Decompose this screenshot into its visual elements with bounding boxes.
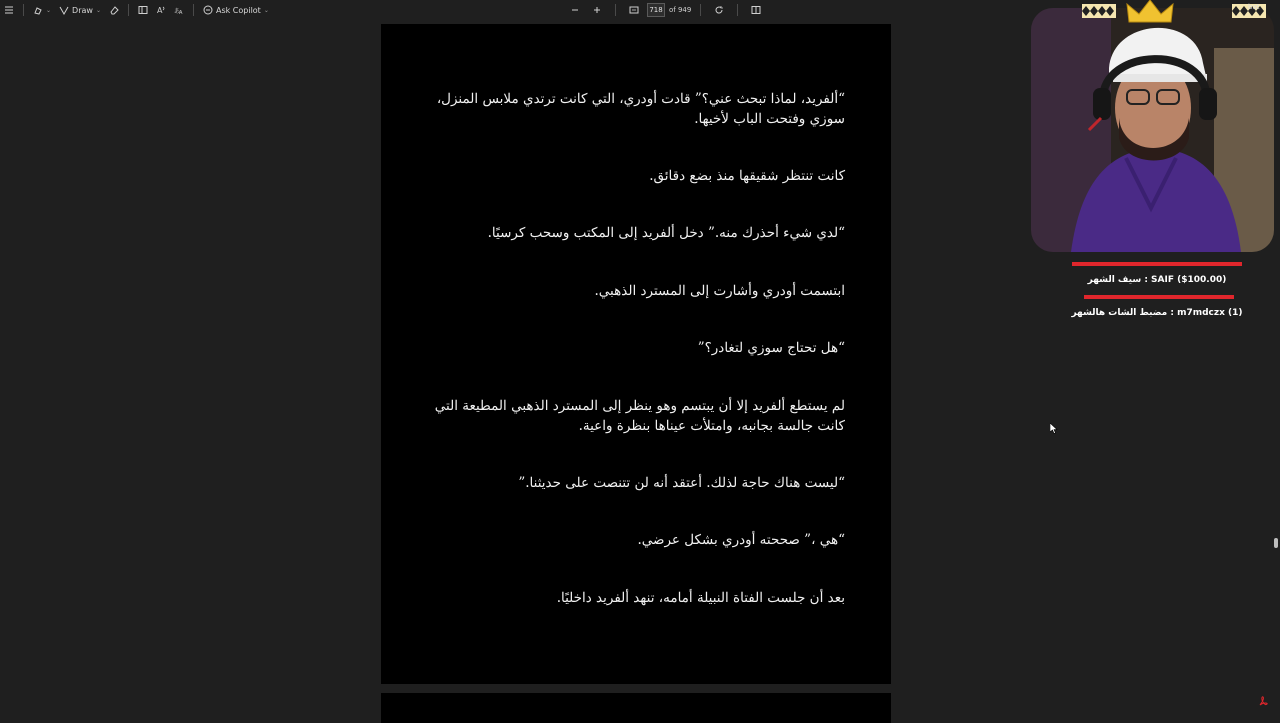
chevron-down-icon[interactable]: ⌄ (263, 6, 269, 14)
svg-text:A: A (156, 6, 163, 15)
chat-line: مضبط الشات هالشهر : m7mdczx (1) (1071, 308, 1243, 318)
scrollbar-thumb[interactable] (1274, 538, 1278, 548)
draw-button[interactable] (55, 2, 105, 18)
paragraph: كانت تنتظر شقيقها منذ بضع دقائق. (649, 168, 845, 184)
webcam-feed (1031, 8, 1274, 252)
read-aloud-button[interactable] (152, 2, 170, 18)
copilot-icon (203, 5, 213, 15)
paragraph: “لدي شيء أحذرك منه.” دخل ألفريد إلى المكتب وسحب كرسيًا. (487, 225, 845, 241)
crown-icon (1125, 0, 1175, 24)
toolbar-divider (615, 4, 616, 16)
paragraph: “ليست هناك حاجة لذلك. أعتقد أنه لن تتنصت على حديثنا.” (518, 475, 845, 491)
toolbar-divider (128, 4, 129, 16)
toolbar-divider (737, 4, 738, 16)
streamer-figure (1031, 8, 1274, 252)
contents-button[interactable] (0, 2, 18, 18)
decorative-divider (1064, 292, 1250, 302)
fit-width-icon (629, 5, 639, 15)
ask-copilot-button[interactable] (199, 2, 273, 18)
fit-width-button[interactable] (625, 2, 643, 18)
overlay-label: bat (1248, 3, 1260, 11)
eraser-icon (109, 5, 119, 15)
page-number-input[interactable] (647, 3, 665, 17)
paragraph: “ألفريد، لماذا تبحث عني؟” قادت أودري، التي كانت ترتدي ملابس المنزل، سوزي وفتحت الباب لأخيها. (436, 91, 845, 127)
text-box-icon (138, 5, 148, 15)
translate-button[interactable] (170, 2, 188, 18)
pdf-icon[interactable] (1258, 696, 1268, 706)
paragraph: بعد أن جلست الفتاة النبيلة أمامه، تنهد ألفريد داخليًا. (556, 590, 845, 606)
toolbar-divider (700, 4, 701, 16)
pdf-page-next (381, 693, 891, 723)
paragraph: لم يستطع ألفريد إلا أن يبتسم وهو ينظر إلى المسترد الذهبي المطيعة التي كانت جالسة بجانبه، وامتلأت عيناها بنظرة واعية. (434, 398, 845, 434)
pdf-page (381, 24, 891, 684)
zoom-out-button[interactable] (566, 2, 584, 18)
ask-copilot-label: Ask Copilot (215, 5, 261, 15)
page-navigation (566, 2, 765, 18)
toolbar-divider (23, 4, 24, 16)
page-total: of 949 (669, 6, 692, 14)
paragraph: “هي ،” صححته أودري بشكل عرضي. (637, 532, 845, 548)
paragraph: ابتسمت أودري وأشارت إلى المسترد الذهبي. (594, 283, 845, 299)
list-icon (4, 5, 14, 15)
minus-icon (570, 5, 580, 15)
svg-text:A: A (178, 10, 183, 15)
erase-button[interactable] (105, 2, 123, 18)
mouse-cursor-icon (1050, 423, 1058, 434)
highlighter-icon (33, 5, 43, 15)
plus-icon (592, 5, 602, 15)
translate-icon (174, 5, 184, 15)
read-aloud-icon (156, 5, 166, 15)
rotate-icon (714, 5, 724, 15)
decorative-divider (1064, 259, 1250, 269)
rotate-button[interactable] (710, 2, 728, 18)
page-view-icon (751, 5, 761, 15)
stream-chat-overlay (1064, 254, 1250, 320)
highlight-button[interactable] (29, 2, 55, 18)
decorative-pattern (1082, 4, 1116, 18)
vertical-scrollbar[interactable] (1274, 22, 1278, 712)
pen-icon (59, 5, 69, 15)
chevron-down-icon[interactable]: ⌄ (46, 6, 52, 14)
text-box-button[interactable] (134, 2, 152, 18)
page-view-button[interactable] (747, 2, 765, 18)
chat-line: سيف الشهر : SAIF ($100.00) (1087, 275, 1227, 285)
chevron-down-icon[interactable]: ⌄ (95, 6, 101, 14)
draw-label: Draw (72, 5, 93, 15)
paragraph: “هل تحتاج سوزي لتغادر؟” (697, 340, 845, 356)
toolbar-divider (193, 4, 194, 16)
svg-text:あ: あ (173, 8, 180, 15)
zoom-in-button[interactable] (588, 2, 606, 18)
